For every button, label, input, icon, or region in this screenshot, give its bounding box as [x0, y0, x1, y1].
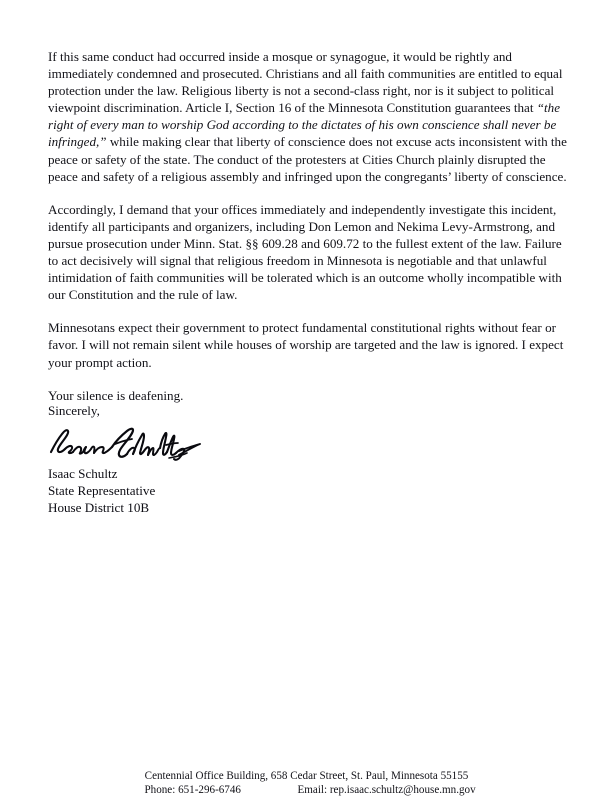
- footer-phone: Phone: 651-296-6746: [144, 784, 241, 797]
- footer-address: Centennial Office Building, 658 Cedar Street, St. Paul, Minnesota 55155: [144, 770, 469, 782]
- paragraph-3-text: Minnesotans expect their government to protect fundamental constitutional rights without fear or favor. I will not remain silent while houses of worship are targeted and the law is ignored. I expect your prompt action.: [48, 320, 564, 370]
- paragraph-2-text: Accordingly, I demand that your offices immediately and independently investigate this incident, identify all participants and organizers, including Don Lemon and Nekima Levy-Armstrong, and pursue prosecution under Minn. Stat. §§ 609.28 and 609.72 to the fullest extent of the law. Failure to act decisively will signal that religious freedom in Minnesota is negotiable and that unlawful intimidation of faith communities will be tolerated which is an outcome wholly incompatible with our Constitution and the rule of law.: [48, 201, 562, 303]
- signature-image: [48, 425, 308, 463]
- paragraph-2: [48, 201, 569, 304]
- closing-salutation: Sincerely,: [48, 403, 100, 418]
- constitution-quotation: “the right of every man to worship God according to the dictates of his own conscience shall never be infringed,”: [48, 100, 561, 150]
- paragraph-3: [48, 319, 569, 370]
- signer-name: Isaac Schultz: [48, 466, 118, 482]
- paragraph-1-segment-normal-2: while making clear that liberty of conscience does not excuse acts inconsistent with the peace or safety of the state. The conduct of the protesters at Cities Church plainly disrupted the peace and safety of a religious assembly and infringed upon the congregants’ liberty of conscience.: [48, 134, 567, 184]
- paragraph-1: [48, 48, 569, 185]
- signer-title: State Representative: [48, 483, 156, 499]
- footer-contact-inner: [144, 783, 476, 797]
- footer-email: Email: rep.isaac.schultz@house.mn.gov: [297, 784, 476, 797]
- signer-district: House District 10B: [48, 500, 150, 516]
- page-footer: [0, 769, 613, 798]
- paragraph-1-segment-normal-1: If this same conduct had occurred inside a mosque or synagogue, it would be rightly and immediately condemned and prosecuted. Christians and all faith communities are entitled to equal protection under the law. Religious liberty is not a second-class right, nor is it subject to political viewpoint discrimination. Article I, Section 16 of the Minnesota Constitution guarantees that: [48, 49, 563, 116]
- closing-block: [48, 402, 428, 516]
- footer-contact-row: [0, 783, 613, 797]
- letter-body: [48, 48, 569, 404]
- paragraph-4-text: Your silence is deafening.: [48, 387, 184, 403]
